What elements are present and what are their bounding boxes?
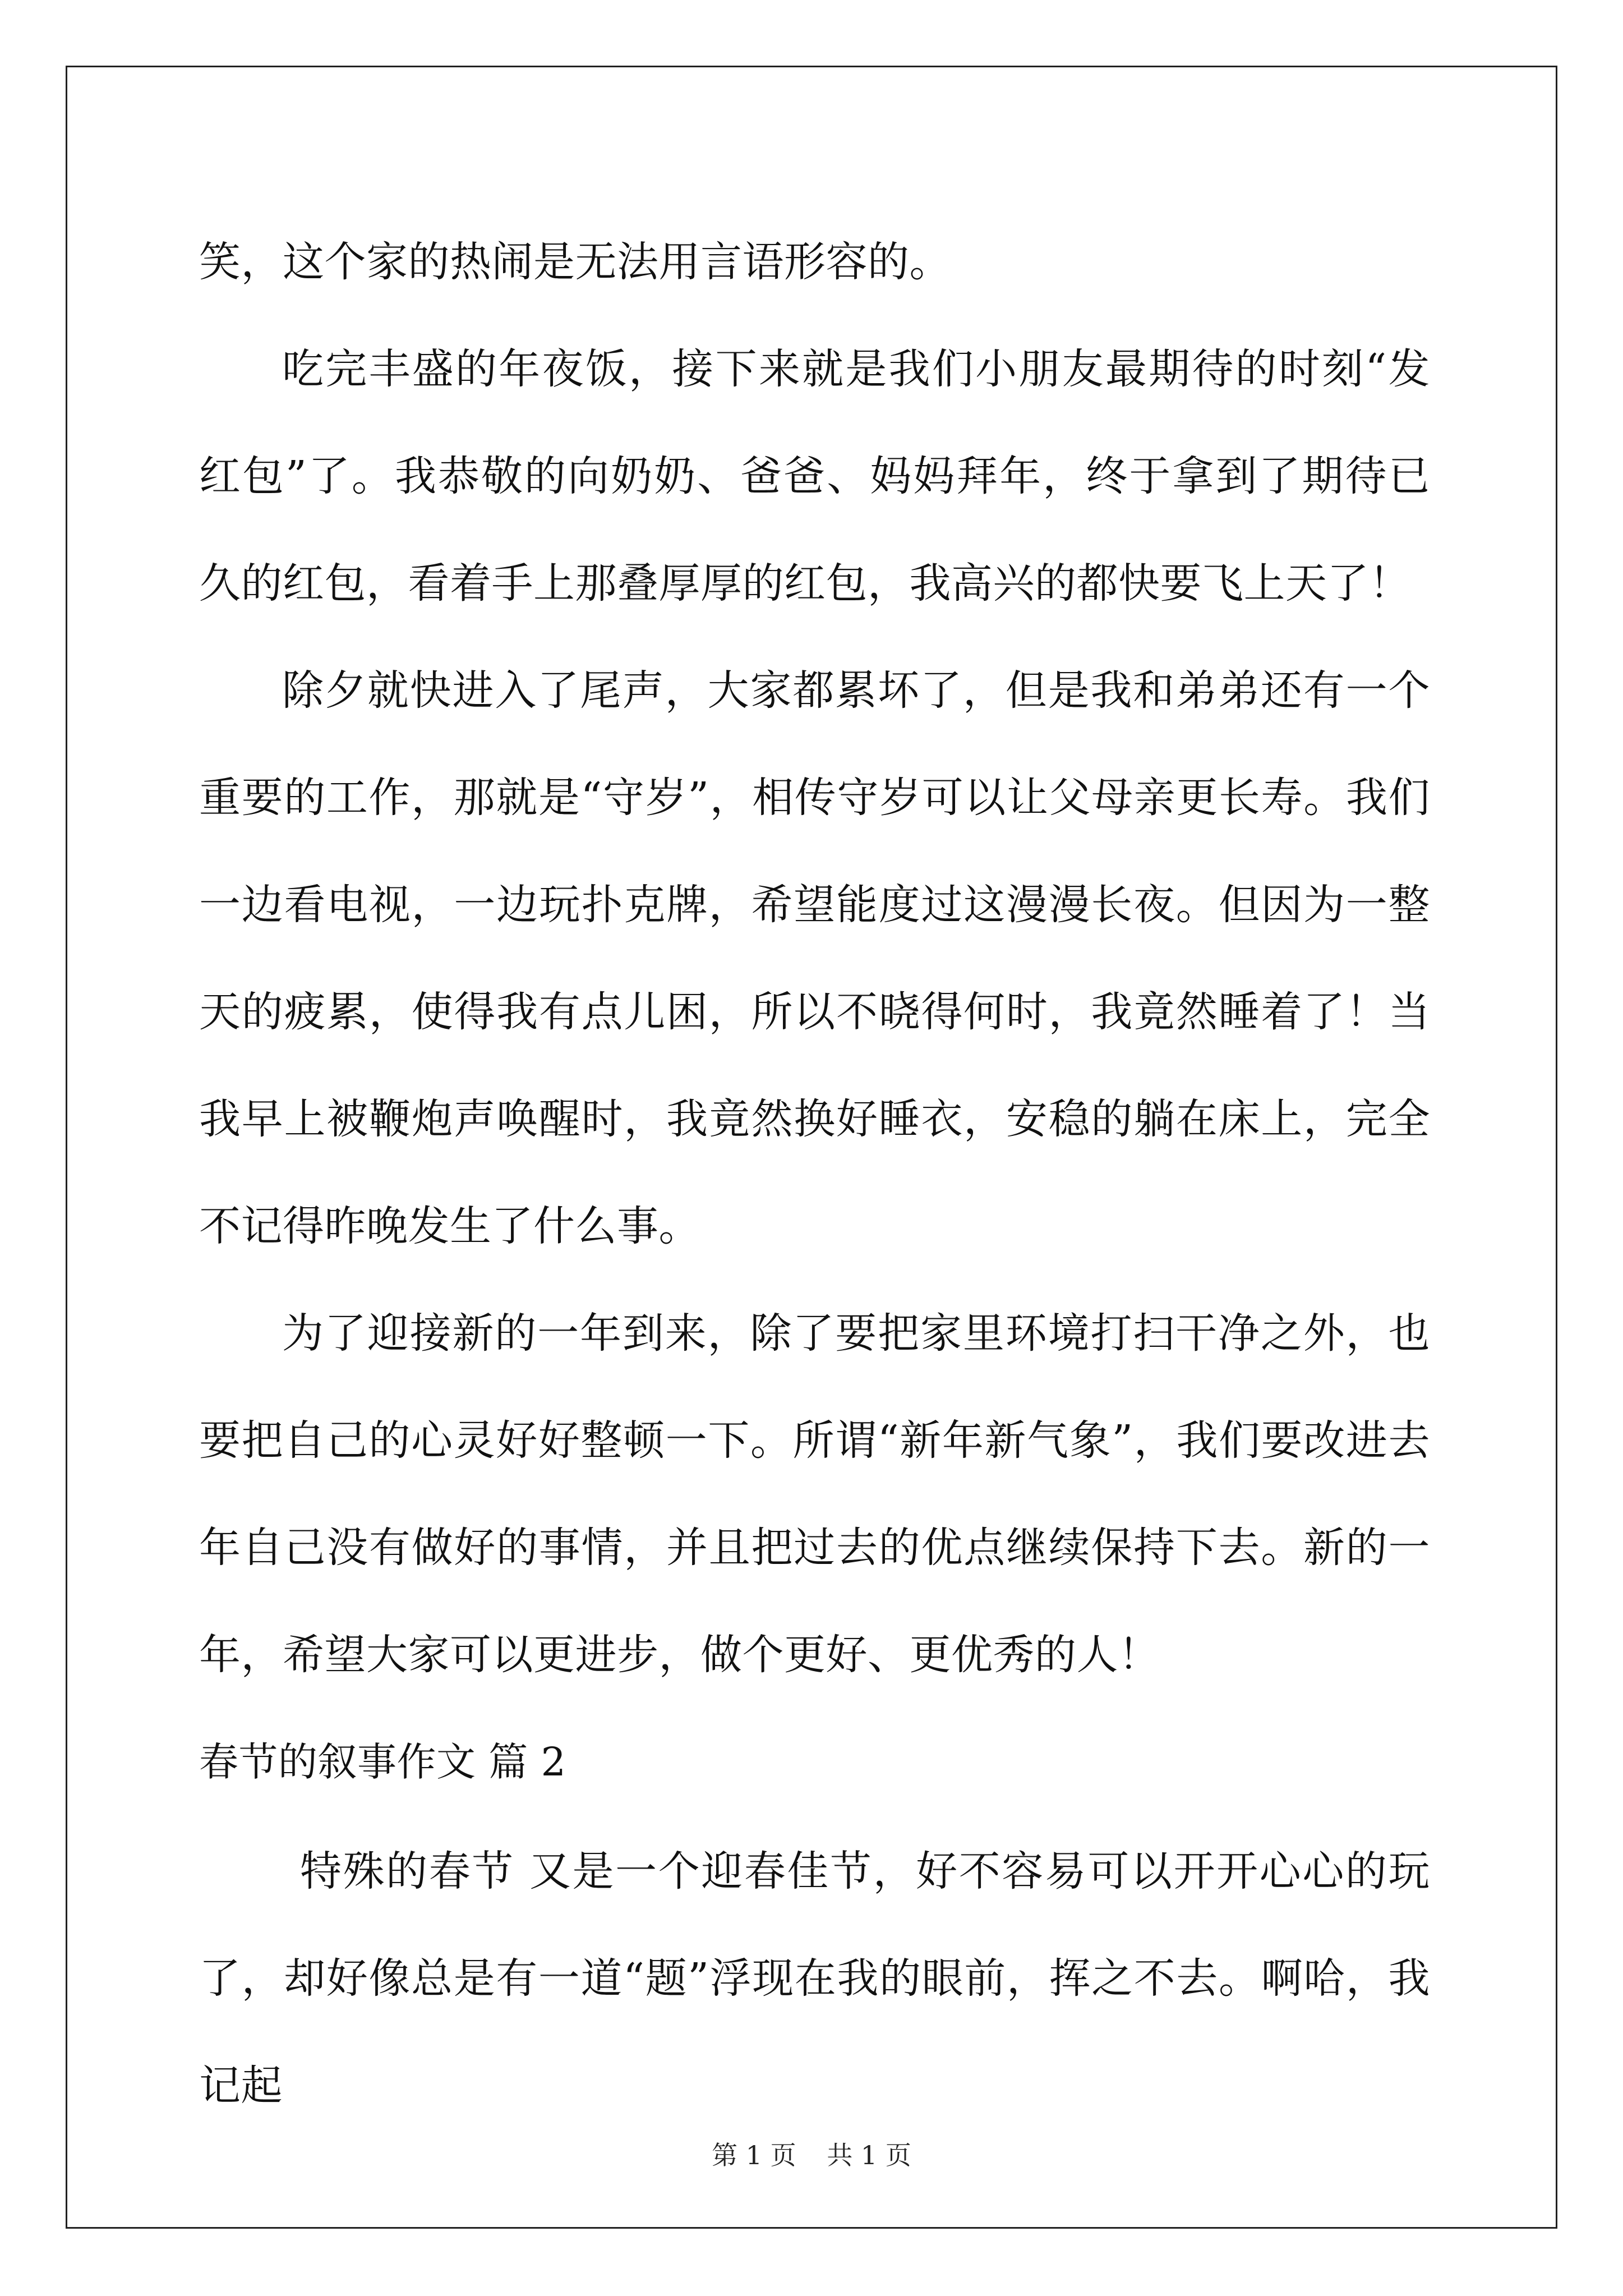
page-footer — [0, 2135, 1623, 2172]
paragraph-3: 除夕就快进入了尾声，大家都累坏了，但是我和弟弟还有一个重要的工作，那就是“守岁”，相传守岁可以让父母亲更长寿。我们一边看电视，一边玩扑克牌，希望能度过这漫漫长夜。但因为一整天的疲累，使得我有点儿困，所以不晓得何时，我竟然睡着了！当我早上被鞭炮声唤醒时，我竟然换好睡衣，安稳的躺在床上，完全不记得昨晚发生了什么事。 — [199, 666, 1430, 1250]
document-body — [199, 209, 1430, 2139]
paragraph-1: 笑，这个家的热闹是无法用言语形容的。 — [199, 238, 951, 286]
section-paragraph: 特殊的春节 又是一个迎春佳节，好不容易可以开开心心的玩了，却好像总是有一道“题”浮现在我的眼前，挥之不去。啊哈，我记起 — [199, 1847, 1430, 2110]
paragraph-4: 为了迎接新的一年到来，除了要把家里环境打扫干净之外，也要把自己的心灵好好整顿一下。所谓“新年新气象”，我们要改进去年自己没有做好的事情，并且把过去的优点继续保持下去。新的一年，希望大家可以更进步，做个更好、更优秀的人！ — [199, 1309, 1430, 1679]
section-heading: 春节的叙事作文 篇 2 — [199, 1739, 566, 1785]
page-number-current: 第 1 页 — [712, 2140, 796, 2170]
paragraph-2: 吃完丰盛的年夜饭，接下来就是我们小朋友最期待的时刻“发红包”了。我恭敬的向奶奶、爸爸、妈妈拜年，终于拿到了期待已久的红包，看着手上那叠厚厚的红包，我高兴的都快要飞上天了！ — [199, 345, 1430, 608]
page-number-total: 共 1 页 — [827, 2140, 911, 2170]
